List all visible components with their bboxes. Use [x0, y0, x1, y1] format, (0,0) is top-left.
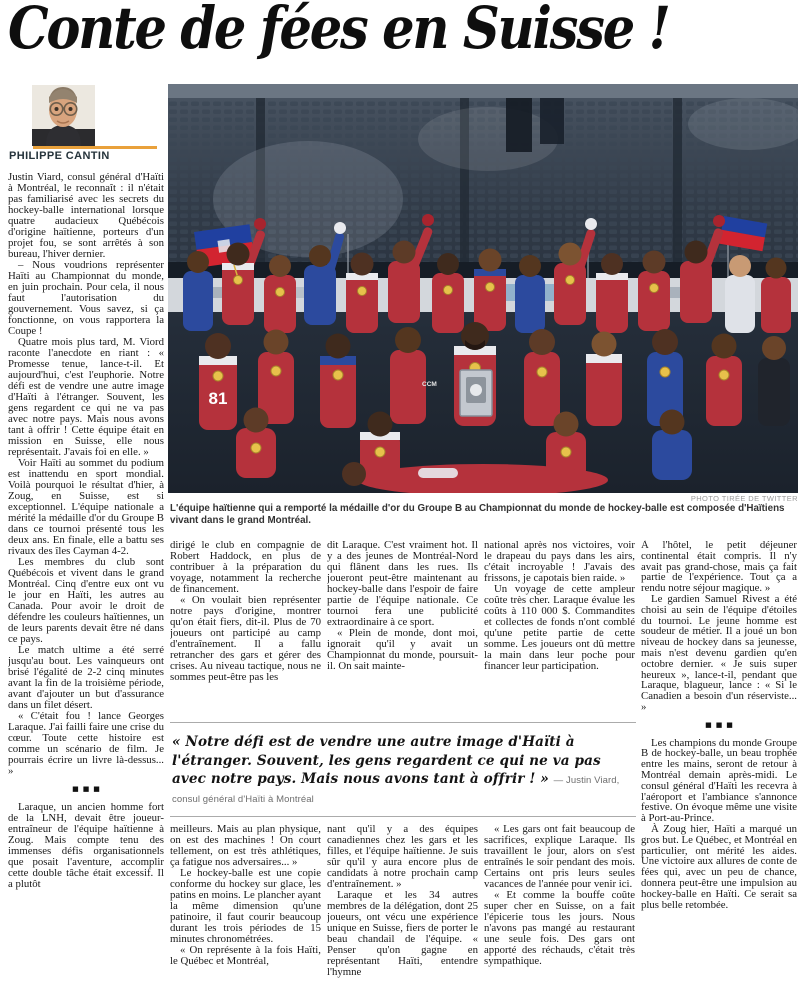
body-paragraph: dit Laraque. C'est vraiment hot. Il y a des jeunes de Montréal-Nord qui flânent dans les rues. Ils joueront peut-être maintenant au hockey-balle dans l'espoir de faire partie de l'équipe nationale. Ce tournoi fera une publicité extraordinaire à ce sport.	[327, 540, 478, 628]
column-4-bottom	[484, 824, 635, 999]
team-photo	[168, 84, 798, 493]
photo-caption: L'équipe haïtienne qui a remporté la médaille d'or du Groupe B au Championnat du monde de hockey-balle est composée d'Haïtiens vivant dans le grand Montréal.	[170, 503, 785, 526]
body-paragraph: nant qu'il y a des équipes canadiennes chez les gars et les filles, et l'équipe haïtienne. Je suis sûr qu'il y aura encore plus de candidats à notre prochain camp d'entraînement. »	[327, 824, 478, 890]
body-paragraph: « Les gars ont fait beaucoup de sacrifices, explique Laraque. Ils travaillent le jour, alors on s'est entraînés le soir pendant des mois. Certains ont pris leurs seules vacances de l'année pour venir ici.	[484, 824, 635, 890]
author-photo	[32, 85, 95, 146]
byline-accent-rule	[33, 146, 157, 149]
jersey-brand: CCM	[422, 381, 437, 388]
body-paragraph: « Plein de monde, dont moi, ignorait qu'il y avait un Championnat du monde, poursuit-il. On sait mainte-	[327, 627, 478, 672]
body-paragraph: Les champions du monde Groupe B de hockey-balle, un beau trophée entre les mains, seront de retour à Montréal demain après-midi. Le consul général d'Haïti les recevra à l'aéroport et l'ambiance s'annonce festive. On évoque même une visite à Port-au-Prince.	[641, 736, 797, 825]
body-paragraph: « Et comme la bouffe coûte super cher en Suisse, on a fait l'épicerie tous les jours. Nous n'avons pas mangé au restaurant une seule fois. Des gars ont apporté des réchauds, c'était très sympathique.	[484, 889, 635, 967]
section-divider-icon: ■■■	[705, 720, 737, 729]
body-paragraph: « On voulait bien représenter notre pays d'origine, montrer qu'on était fiers, dit-il. Plus de 70 joueurs ont participé au camp d'entraînement. Il a fallu retrancher des gars et gérer des crises. Au niveau tactique, nous ne sommes peut-être pas les	[170, 594, 321, 683]
body-paragraph: Laraque, un ancien homme fort de la LNH, devait être joueur-entraîneur de l'équipe haïtienne à Zoug. Mais compte tenu des immenses défis organisationnels que posait l'aventure, accomplir cette double tâche était excessif. Il a plutôt	[8, 801, 164, 890]
body-paragraph: meilleurs. Mais au plan physique, on est des machines ! On court tellement, on est très athlétiques, ça fatigue nos adversaires... »	[170, 824, 321, 868]
jersey-number: 81	[208, 389, 228, 408]
column-3-top	[327, 540, 478, 721]
trophy	[460, 370, 492, 416]
column-5	[641, 540, 797, 999]
column-2-top	[170, 540, 321, 721]
body-paragraph: À l'hôtel, le petit déjeuner continental était compris. Il n'y avait pas grand-chose, mais ça fait partie de l'expérience. Tout ça a rendu notre séjour magique. »	[641, 540, 797, 595]
photo-credit: PHOTO TIRÉE DE TWITTER	[690, 494, 798, 503]
pull-quote	[170, 722, 636, 817]
body-paragraph: Voir Haïti au sommet du podium est inattendu en sport mondial. Voilà pourquoi le résultat d'hier, à Zoug, en Suisse, est si exceptionnel. L'équipe nationale a mérité la médaille d'or du Groupe B dans ce tournoi présenté tous les deux ans. En finale, elle a battu ses rivaux des îles Cayman 4-2.	[8, 457, 164, 557]
body-paragraph: Le hockey-balle est une copie conforme du hockey sur glace, les patins en moins. Le plancher ayant la même dimension qu'une patinoire, il faut courir beaucoup durant les trois périodes de 15 minutes chronométrées.	[170, 867, 321, 945]
body-paragraph: À Zoug hier, Haïti a marqué un gros but. Le Québec, et Montréal en particulier, ont mérité les aides. Une victoire aux allures de conte de fées qui, avec un peu de chance, donnera peut-être une impulsion au hockey-balle en Haïti. Ce serait sa plus belle retombée.	[641, 822, 797, 911]
column-2-bottom	[170, 824, 321, 999]
body-paragraph: – Nous voudrions représenter Haïti au Championnat du monde, en juin prochain. Pour cela, il nous faut l'autorisation du gouvernement. Vous savez, si ça fonctionne, on vous rapportera la Coupe !	[8, 259, 164, 337]
body-paragraph: national après nos victoires, voir le drapeau du pays dans les airs, c'était incroyable ! J'avais des frissons, je capotais bien raide. »	[484, 540, 635, 584]
body-paragraph: « C'était fou ! lance Georges Laraque. J'ai failli faire une crise du cœur. Toute cette histoire est comme un scénario de film. Je pourrais écrire un livre là-dessus... »	[8, 710, 164, 777]
body-paragraph: Quatre mois plus tard, M. Viord raconte l'anecdote en riant : « Promesse tenue, lance-t-il. Et aujourd'hui, c'est l'euphorie. Notre défi est de vendre une autre image d'Haïti à l'étranger. Souvent, les gens regardent ce qui ne va pas avec notre pays. Mais nous avons tant à offrir ! Cette équipe était en mission en Suisse, elle nous représentait. J'avais foi en elle. »	[8, 336, 164, 458]
body-paragraph: Le match ultime a été serré jusqu'au bout. Les vainqueurs ont brisé l'égalité de 2-2 cinq minutes avant la fin de la troisième période, avant d'ajouter un but d'assurance dans un filet désert.	[8, 644, 164, 711]
column-3-bottom	[327, 824, 478, 999]
pull-quote-attribution: — Justin Viard, consul général d'Haïti à Montréal	[172, 775, 620, 805]
column-1	[8, 172, 164, 999]
byline-author-name: PHILIPPE CANTIN	[9, 150, 110, 162]
body-paragraph: dirigé le club en compagnie de Robert Haddock, en plus de contribuer à la préparation du voyage, notamment la recherche de financement.	[170, 540, 321, 595]
body-paragraph: Justin Viard, consul général d'Haïti à Montréal, le reconnaît : il n'était pas familiarisé avec les secrets du hockey-balle international lorsque quatre audacieux Québécois d'origine haïtienne, porteurs d'un projet fou, se sont arrêtés à son bureau, l'hiver dernier.	[8, 172, 164, 260]
column-4-top	[484, 540, 635, 721]
body-paragraph: Le gardien Samuel Rivest a été choisi au sein de l'équipe d'étoiles du tournoi. Le jeune homme est soudeur de métier. Il a joué un bon niveau de hockey dans sa jeunesse, mais n'est devenu gardien qu'en octobre dernier. « Je suis super heureux », lance-t-il, pendant que Laraque, blagueur, lance : « Si le Canadien a besoin d'un réserviste... »	[641, 592, 797, 713]
page-title: Conte de fées en Suisse !	[8, 0, 669, 62]
body-paragraph: « On représente à la fois Haïti, le Québec et Montréal,	[170, 944, 321, 967]
pull-quote-text: « Notre défi est de vendre une autre image d'Haïti à l'étranger. Souvent, les gens regardent ce qui ne va pas avec notre pays. Mais nous avons tant à offrir ! »	[172, 734, 601, 787]
section-divider-icon: ■■■	[72, 785, 104, 793]
body-paragraph: Les membres du club sont Québécois et vivent dans le grand Montréal. Cinq d'entre eux ont vu le jour en Haïti, les autres au Canada. Pour avoir le droit de défendre les couleurs haïtiennes, un de leurs parents devait être né dans ce pays.	[8, 556, 164, 645]
body-paragraph: Laraque et les 34 autres membres de la délégation, dont 25 joueurs, ont vécu une expérience unique en Suisse, fiers de porter le beau chandail de l'équipe. « Penser qu'on gagne en représentant Haïti, entendre l'hymne	[327, 889, 478, 978]
body-paragraph: Un voyage de cette ampleur coûte très cher. Laraque évalue les coûts à 110 000 $. Commandites et collectes de fonds n'ont comblé qu'une petite partie de cette somme. Les joueurs ont dû mettre la main dans leur poche pour financer leur participation.	[484, 583, 635, 672]
